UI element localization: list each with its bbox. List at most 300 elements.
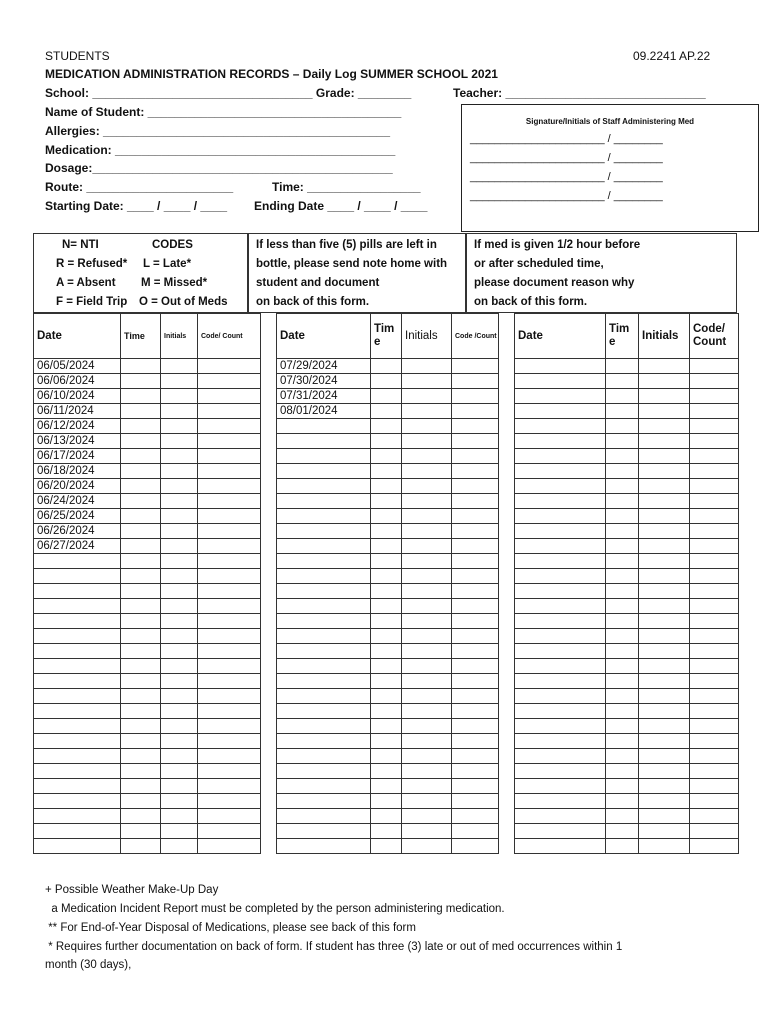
initials-cell[interactable]	[639, 494, 690, 509]
time-cell[interactable]	[121, 794, 161, 809]
initials-cell[interactable]	[402, 464, 452, 479]
time-cell[interactable]	[606, 614, 639, 629]
date-cell[interactable]	[277, 449, 371, 464]
time-cell[interactable]	[121, 659, 161, 674]
code-count-cell[interactable]	[198, 584, 261, 599]
initials-cell[interactable]	[639, 764, 690, 779]
code-count-cell[interactable]	[452, 764, 499, 779]
code-count-cell[interactable]	[198, 644, 261, 659]
date-cell[interactable]	[34, 584, 121, 599]
date-cell[interactable]	[515, 479, 606, 494]
time-cell[interactable]	[606, 689, 639, 704]
time-cell[interactable]	[371, 374, 402, 389]
code-count-cell[interactable]	[198, 434, 261, 449]
time-cell[interactable]	[121, 764, 161, 779]
time-cell[interactable]	[606, 494, 639, 509]
initials-cell[interactable]	[161, 779, 198, 794]
time-cell[interactable]	[606, 599, 639, 614]
code-count-cell[interactable]	[198, 569, 261, 584]
date-cell[interactable]	[34, 764, 121, 779]
code-count-cell[interactable]	[452, 809, 499, 824]
time-cell[interactable]	[121, 689, 161, 704]
code-count-cell[interactable]	[690, 389, 739, 404]
time-cell[interactable]	[121, 809, 161, 824]
time-cell[interactable]	[121, 494, 161, 509]
initials-cell[interactable]	[402, 659, 452, 674]
initials-cell[interactable]	[161, 719, 198, 734]
initials-cell[interactable]	[639, 749, 690, 764]
initials-cell[interactable]	[402, 749, 452, 764]
code-count-cell[interactable]	[452, 494, 499, 509]
code-count-cell[interactable]	[198, 389, 261, 404]
initials-cell[interactable]	[161, 794, 198, 809]
date-cell[interactable]	[34, 659, 121, 674]
time-cell[interactable]	[121, 359, 161, 374]
starting-date-field[interactable]: Starting Date: ____ / ____ / ____	[45, 199, 228, 213]
time-cell[interactable]	[606, 449, 639, 464]
time-cell[interactable]	[371, 629, 402, 644]
date-cell[interactable]	[34, 629, 121, 644]
code-count-cell[interactable]	[690, 539, 739, 554]
code-count-cell[interactable]	[198, 419, 261, 434]
date-cell[interactable]: 07/30/2024	[277, 374, 371, 389]
code-count-cell[interactable]	[690, 404, 739, 419]
initials-cell[interactable]	[639, 794, 690, 809]
initials-cell[interactable]	[402, 644, 452, 659]
initials-cell[interactable]	[639, 824, 690, 839]
date-cell[interactable]	[34, 554, 121, 569]
date-cell[interactable]: 06/05/2024	[34, 359, 121, 374]
initials-cell[interactable]	[402, 719, 452, 734]
time-cell[interactable]	[121, 629, 161, 644]
code-count-cell[interactable]	[198, 809, 261, 824]
time-cell[interactable]	[371, 419, 402, 434]
date-cell[interactable]	[277, 434, 371, 449]
date-cell[interactable]	[277, 584, 371, 599]
time-cell[interactable]	[606, 569, 639, 584]
code-count-cell[interactable]	[452, 419, 499, 434]
code-count-cell[interactable]	[452, 674, 499, 689]
initials-cell[interactable]	[161, 464, 198, 479]
date-cell[interactable]	[515, 464, 606, 479]
initials-cell[interactable]	[639, 644, 690, 659]
initials-cell[interactable]	[402, 374, 452, 389]
code-count-cell[interactable]	[690, 734, 739, 749]
initials-cell[interactable]	[161, 569, 198, 584]
initials-cell[interactable]	[402, 569, 452, 584]
code-count-cell[interactable]	[198, 674, 261, 689]
time-cell[interactable]	[121, 419, 161, 434]
time-cell[interactable]	[371, 764, 402, 779]
time-cell[interactable]	[371, 584, 402, 599]
date-cell[interactable]	[515, 794, 606, 809]
time-cell[interactable]	[606, 389, 639, 404]
date-cell[interactable]	[34, 674, 121, 689]
code-count-cell[interactable]	[198, 404, 261, 419]
date-cell[interactable]: 07/29/2024	[277, 359, 371, 374]
initials-cell[interactable]	[402, 674, 452, 689]
time-cell[interactable]	[606, 584, 639, 599]
date-cell[interactable]	[515, 524, 606, 539]
time-cell[interactable]	[121, 719, 161, 734]
date-cell[interactable]	[515, 449, 606, 464]
date-cell[interactable]	[515, 359, 606, 374]
code-count-cell[interactable]	[452, 704, 499, 719]
date-cell[interactable]	[515, 689, 606, 704]
date-cell[interactable]	[277, 614, 371, 629]
code-count-cell[interactable]	[198, 629, 261, 644]
school-grade-field[interactable]: School: _________________________________ Grade: ________	[45, 86, 412, 100]
date-cell[interactable]: 08/01/2024	[277, 404, 371, 419]
time-cell[interactable]	[121, 839, 161, 854]
time-cell[interactable]	[606, 674, 639, 689]
initials-cell[interactable]	[402, 809, 452, 824]
date-cell[interactable]	[515, 404, 606, 419]
initials-cell[interactable]	[402, 359, 452, 374]
code-count-cell[interactable]	[198, 449, 261, 464]
time-cell[interactable]	[371, 674, 402, 689]
time-cell[interactable]	[606, 659, 639, 674]
time-cell[interactable]	[121, 779, 161, 794]
date-cell[interactable]	[277, 644, 371, 659]
medication-field[interactable]: Medication: __________________________________________	[45, 143, 396, 157]
date-cell[interactable]	[277, 629, 371, 644]
date-cell[interactable]	[515, 644, 606, 659]
code-count-cell[interactable]	[452, 539, 499, 554]
date-cell[interactable]	[515, 779, 606, 794]
signature-line[interactable]: ______________________ / ________	[470, 171, 663, 183]
time-cell[interactable]	[606, 539, 639, 554]
date-cell[interactable]	[34, 644, 121, 659]
code-count-cell[interactable]	[690, 809, 739, 824]
initials-cell[interactable]	[639, 614, 690, 629]
time-cell[interactable]	[606, 374, 639, 389]
initials-cell[interactable]	[402, 509, 452, 524]
date-cell[interactable]	[34, 569, 121, 584]
dosage-field[interactable]: Dosage:_____________________________________________	[45, 161, 393, 175]
date-cell[interactable]	[515, 509, 606, 524]
initials-cell[interactable]	[161, 689, 198, 704]
initials-cell[interactable]	[639, 659, 690, 674]
initials-cell[interactable]	[161, 449, 198, 464]
time-cell[interactable]	[371, 704, 402, 719]
code-count-cell[interactable]	[452, 434, 499, 449]
time-cell[interactable]	[606, 809, 639, 824]
date-cell[interactable]: 06/10/2024	[34, 389, 121, 404]
initials-cell[interactable]	[639, 389, 690, 404]
initials-cell[interactable]	[161, 494, 198, 509]
time-cell[interactable]	[371, 479, 402, 494]
time-cell[interactable]	[121, 554, 161, 569]
initials-cell[interactable]	[161, 809, 198, 824]
code-count-cell[interactable]	[690, 764, 739, 779]
initials-cell[interactable]	[161, 434, 198, 449]
time-cell[interactable]	[606, 764, 639, 779]
code-count-cell[interactable]	[690, 719, 739, 734]
time-cell[interactable]	[121, 449, 161, 464]
time-cell[interactable]	[121, 374, 161, 389]
code-count-cell[interactable]	[452, 779, 499, 794]
initials-cell[interactable]	[161, 764, 198, 779]
student-name-field[interactable]: Name of Student: ______________________________________	[45, 105, 402, 119]
initials-cell[interactable]	[639, 509, 690, 524]
date-cell[interactable]	[515, 629, 606, 644]
initials-cell[interactable]	[161, 389, 198, 404]
code-count-cell[interactable]	[452, 599, 499, 614]
time-cell[interactable]	[371, 749, 402, 764]
code-count-cell[interactable]	[198, 779, 261, 794]
initials-cell[interactable]	[639, 419, 690, 434]
initials-cell[interactable]	[402, 734, 452, 749]
code-count-cell[interactable]	[690, 374, 739, 389]
initials-cell[interactable]	[639, 719, 690, 734]
route-field[interactable]: Route: ______________________	[45, 180, 234, 194]
initials-cell[interactable]	[639, 404, 690, 419]
date-cell[interactable]	[277, 704, 371, 719]
time-cell[interactable]	[371, 719, 402, 734]
initials-cell[interactable]	[639, 629, 690, 644]
signature-line[interactable]: ______________________ / ________	[470, 152, 663, 164]
time-cell[interactable]	[121, 734, 161, 749]
initials-cell[interactable]	[639, 464, 690, 479]
time-cell[interactable]	[371, 554, 402, 569]
time-cell[interactable]	[121, 584, 161, 599]
initials-cell[interactable]	[402, 779, 452, 794]
initials-cell[interactable]	[161, 749, 198, 764]
code-count-cell[interactable]	[690, 554, 739, 569]
code-count-cell[interactable]	[452, 479, 499, 494]
code-count-cell[interactable]	[452, 464, 499, 479]
time-cell[interactable]	[606, 644, 639, 659]
time-cell[interactable]	[371, 809, 402, 824]
date-cell[interactable]	[515, 389, 606, 404]
time-cell[interactable]	[606, 749, 639, 764]
time-cell[interactable]	[371, 494, 402, 509]
initials-cell[interactable]	[402, 839, 452, 854]
time-cell[interactable]	[121, 824, 161, 839]
code-count-cell[interactable]	[198, 734, 261, 749]
code-count-cell[interactable]	[690, 794, 739, 809]
initials-cell[interactable]	[402, 794, 452, 809]
code-count-cell[interactable]	[452, 749, 499, 764]
date-cell[interactable]	[277, 809, 371, 824]
code-count-cell[interactable]	[452, 734, 499, 749]
code-count-cell[interactable]	[198, 524, 261, 539]
initials-cell[interactable]	[161, 599, 198, 614]
date-cell[interactable]	[515, 569, 606, 584]
code-count-cell[interactable]	[452, 569, 499, 584]
code-count-cell[interactable]	[452, 824, 499, 839]
initials-cell[interactable]	[402, 629, 452, 644]
date-cell[interactable]	[515, 599, 606, 614]
code-count-cell[interactable]	[198, 374, 261, 389]
date-cell[interactable]	[34, 704, 121, 719]
initials-cell[interactable]	[639, 554, 690, 569]
ending-date-field[interactable]: Ending Date ____ / ____ / ____	[254, 199, 428, 213]
code-count-cell[interactable]	[690, 779, 739, 794]
initials-cell[interactable]	[639, 374, 690, 389]
time-cell[interactable]	[606, 704, 639, 719]
initials-cell[interactable]	[639, 524, 690, 539]
initials-cell[interactable]	[402, 539, 452, 554]
date-cell[interactable]	[277, 734, 371, 749]
time-cell[interactable]	[371, 689, 402, 704]
time-cell[interactable]	[606, 719, 639, 734]
signature-line[interactable]: ______________________ / ________	[470, 133, 663, 145]
date-cell[interactable]	[515, 764, 606, 779]
time-cell[interactable]	[371, 509, 402, 524]
time-cell[interactable]	[606, 419, 639, 434]
date-cell[interactable]	[277, 839, 371, 854]
date-cell[interactable]	[277, 659, 371, 674]
time-cell[interactable]	[371, 779, 402, 794]
date-cell[interactable]	[34, 689, 121, 704]
initials-cell[interactable]	[161, 839, 198, 854]
code-count-cell[interactable]	[198, 509, 261, 524]
initials-cell[interactable]	[161, 674, 198, 689]
time-cell[interactable]	[121, 674, 161, 689]
time-cell[interactable]	[121, 614, 161, 629]
date-cell[interactable]	[277, 569, 371, 584]
code-count-cell[interactable]	[198, 839, 261, 854]
allergies-field[interactable]: Allergies: ___________________________________________	[45, 124, 390, 138]
date-cell[interactable]	[515, 419, 606, 434]
code-count-cell[interactable]	[690, 749, 739, 764]
date-cell[interactable]: 06/13/2024	[34, 434, 121, 449]
date-cell[interactable]	[277, 794, 371, 809]
time-cell[interactable]	[371, 644, 402, 659]
time-cell[interactable]	[371, 614, 402, 629]
date-cell[interactable]	[515, 539, 606, 554]
time-cell[interactable]	[606, 404, 639, 419]
time-cell[interactable]	[371, 464, 402, 479]
initials-cell[interactable]	[161, 509, 198, 524]
date-cell[interactable]	[515, 809, 606, 824]
signature-line[interactable]: ______________________ / ________	[470, 190, 663, 202]
initials-cell[interactable]	[639, 839, 690, 854]
time-cell[interactable]	[121, 599, 161, 614]
time-cell[interactable]	[371, 599, 402, 614]
code-count-cell[interactable]	[690, 839, 739, 854]
date-cell[interactable]	[277, 509, 371, 524]
initials-cell[interactable]	[639, 449, 690, 464]
code-count-cell[interactable]	[452, 404, 499, 419]
date-cell[interactable]: 07/31/2024	[277, 389, 371, 404]
initials-cell[interactable]	[402, 389, 452, 404]
teacher-field[interactable]: Teacher: ______________________________	[453, 86, 706, 100]
code-count-cell[interactable]	[452, 509, 499, 524]
code-count-cell[interactable]	[452, 359, 499, 374]
initials-cell[interactable]	[161, 539, 198, 554]
date-cell[interactable]	[515, 584, 606, 599]
initials-cell[interactable]	[161, 554, 198, 569]
time-cell[interactable]	[606, 779, 639, 794]
initials-cell[interactable]	[639, 434, 690, 449]
date-cell[interactable]	[277, 764, 371, 779]
date-cell[interactable]	[277, 779, 371, 794]
date-cell[interactable]: 06/25/2024	[34, 509, 121, 524]
date-cell[interactable]: 06/24/2024	[34, 494, 121, 509]
initials-cell[interactable]	[402, 614, 452, 629]
initials-cell[interactable]	[161, 824, 198, 839]
date-cell[interactable]	[515, 734, 606, 749]
code-count-cell[interactable]	[452, 554, 499, 569]
code-count-cell[interactable]	[452, 449, 499, 464]
code-count-cell[interactable]	[690, 434, 739, 449]
initials-cell[interactable]	[402, 764, 452, 779]
time-cell[interactable]	[371, 569, 402, 584]
code-count-cell[interactable]	[690, 674, 739, 689]
code-count-cell[interactable]	[198, 824, 261, 839]
time-cell[interactable]	[371, 839, 402, 854]
initials-cell[interactable]	[161, 359, 198, 374]
time-cell[interactable]	[121, 479, 161, 494]
code-count-cell[interactable]	[690, 599, 739, 614]
initials-cell[interactable]	[402, 524, 452, 539]
initials-cell[interactable]	[402, 599, 452, 614]
code-count-cell[interactable]	[198, 479, 261, 494]
initials-cell[interactable]	[161, 704, 198, 719]
time-cell[interactable]	[121, 509, 161, 524]
time-cell[interactable]	[371, 824, 402, 839]
date-cell[interactable]: 06/12/2024	[34, 419, 121, 434]
initials-cell[interactable]	[161, 584, 198, 599]
initials-cell[interactable]	[161, 644, 198, 659]
initials-cell[interactable]	[402, 434, 452, 449]
date-cell[interactable]	[515, 494, 606, 509]
code-count-cell[interactable]	[198, 719, 261, 734]
code-count-cell[interactable]	[198, 539, 261, 554]
code-count-cell[interactable]	[198, 659, 261, 674]
initials-cell[interactable]	[161, 629, 198, 644]
time-cell[interactable]	[371, 434, 402, 449]
code-count-cell[interactable]	[690, 524, 739, 539]
time-cell[interactable]	[371, 389, 402, 404]
date-cell[interactable]: 06/20/2024	[34, 479, 121, 494]
initials-cell[interactable]	[161, 419, 198, 434]
code-count-cell[interactable]	[452, 644, 499, 659]
date-cell[interactable]	[277, 479, 371, 494]
date-cell[interactable]	[34, 809, 121, 824]
initials-cell[interactable]	[639, 674, 690, 689]
time-cell[interactable]	[606, 509, 639, 524]
date-cell[interactable]	[34, 779, 121, 794]
time-cell[interactable]	[121, 524, 161, 539]
date-cell[interactable]	[515, 839, 606, 854]
date-cell[interactable]	[277, 554, 371, 569]
time-cell[interactable]	[121, 539, 161, 554]
code-count-cell[interactable]	[198, 704, 261, 719]
date-cell[interactable]	[277, 674, 371, 689]
initials-cell[interactable]	[402, 449, 452, 464]
initials-cell[interactable]	[402, 689, 452, 704]
time-cell[interactable]	[371, 734, 402, 749]
initials-cell[interactable]	[639, 584, 690, 599]
date-cell[interactable]	[34, 719, 121, 734]
code-count-cell[interactable]	[690, 464, 739, 479]
code-count-cell[interactable]	[690, 614, 739, 629]
code-count-cell[interactable]	[690, 584, 739, 599]
date-cell[interactable]	[34, 794, 121, 809]
initials-cell[interactable]	[639, 704, 690, 719]
code-count-cell[interactable]	[452, 374, 499, 389]
date-cell[interactable]	[277, 824, 371, 839]
date-cell[interactable]: 06/18/2024	[34, 464, 121, 479]
date-cell[interactable]: 06/26/2024	[34, 524, 121, 539]
initials-cell[interactable]	[639, 779, 690, 794]
time-cell[interactable]	[606, 359, 639, 374]
initials-cell[interactable]	[639, 809, 690, 824]
